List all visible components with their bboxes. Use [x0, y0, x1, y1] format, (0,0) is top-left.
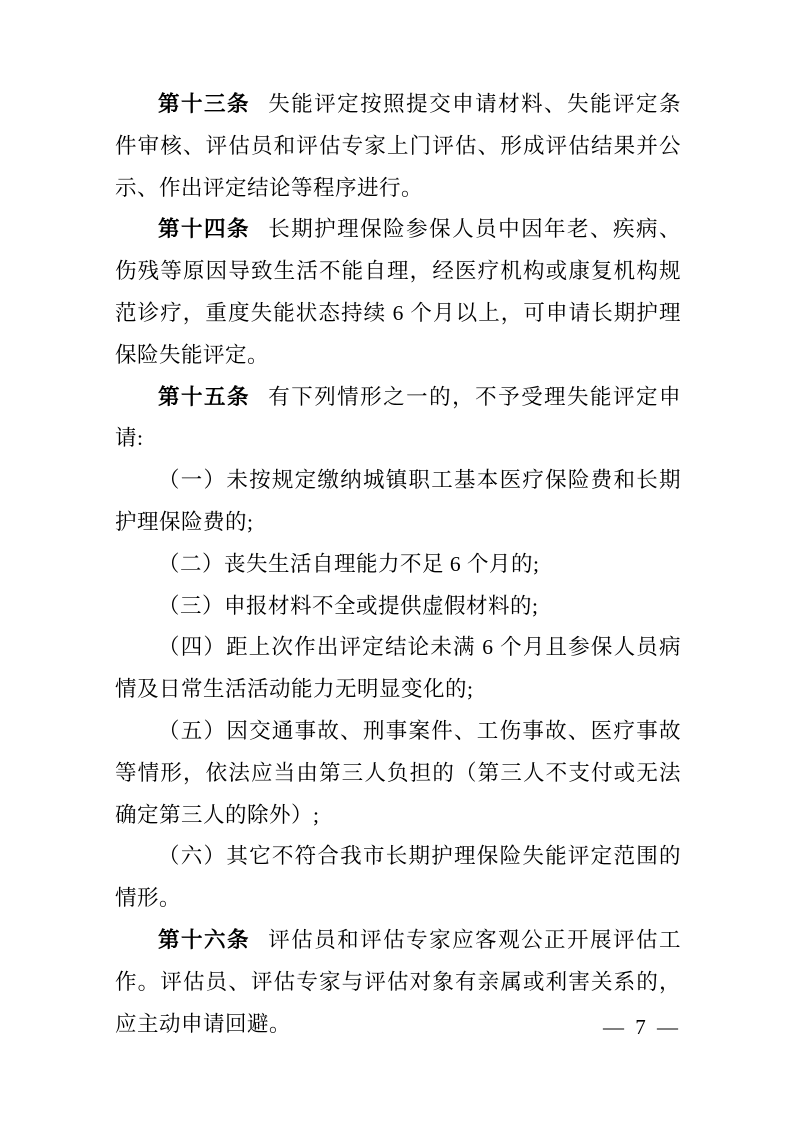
list-item-5	[115, 711, 681, 836]
paragraph-article-16	[115, 920, 681, 1045]
list-item-3-text: （三）申报材料不全或提供虚假材料的;	[158, 593, 539, 618]
list-item-4	[115, 627, 681, 711]
list-item-1	[115, 460, 681, 544]
article-14-number: 第十四条	[158, 217, 250, 242]
paragraph-article-15	[115, 377, 681, 461]
article-13-number: 第十三条	[158, 92, 250, 116]
list-item-4-text: （四）距上次作出评定结论未满 6 个月且参保人员病情及日常生活活动能力无明显变化的;	[115, 635, 681, 702]
list-item-6-text: （六）其它不符合我市长期护理保险失能评定范围的情形。	[115, 844, 681, 911]
paragraph-article-13	[115, 84, 681, 209]
article-15-text: 有下列情形之一的，不予受理失能评定申请:	[115, 384, 681, 451]
list-item-2	[115, 544, 681, 586]
document-body	[115, 84, 681, 1045]
list-item-3	[115, 586, 681, 628]
article-14-text: 长期护理保险参保人员中因年老、疾病、伤残等原因导致生活不能自理，经医疗机构或康复机构规范诊疗，重度失能状态持续 6 个月以上，可申请长期护理保险失能评定。	[115, 217, 681, 367]
list-item-1-text: （一）未按规定缴纳城镇职工基本医疗保险费和长期护理保险费的;	[115, 468, 681, 534]
paragraph-article-14	[115, 209, 681, 376]
article-13-text: 失能评定按照提交申请材料、失能评定条件审核、评估员和评估专家上门评估、形成评估结果并公示、作出评定结论等程序进行。	[115, 92, 681, 200]
page-number: — 7 —	[603, 1015, 681, 1039]
article-15-number: 第十五条	[158, 384, 250, 409]
list-item-5-text: （五）因交通事故、刑事案件、工伤事故、医疗事故等情形，依法应当由第三人负担的（第三人不支付或无法确定第三人的除外）;	[115, 718, 681, 827]
article-16-text: 评估员和评估专家应客观公正开展评估工作。评估员、评估专家与评估对象有亲属或利害关系的，应主动申请回避。	[115, 927, 681, 1036]
list-item-2-text: （二）丧失生活自理能力不足 6 个月的;	[158, 551, 540, 576]
list-item-6	[115, 836, 681, 920]
article-16-number: 第十六条	[158, 927, 250, 952]
